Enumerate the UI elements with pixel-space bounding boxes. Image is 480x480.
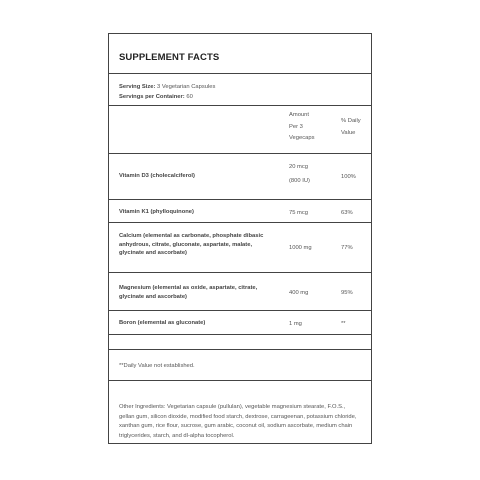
nutrient-row-magnesium [109,273,371,311]
other-ingredients-section [109,381,371,441]
nutrient-row-vitamin-d3 [109,154,371,200]
column-header-row [109,106,371,154]
nutrient-name-line1: Magnesium (elemental as oxide, aspartate, citrate, [119,285,258,291]
nutrient-amount: 75 mcg [289,210,309,216]
other-ingredients-text: Other Ingredients: Vegetarian capsule (pullulan), vegetable magnesium stearate, F.O.S., gellan gum, silicon dioxide, modified food starch, dextrose, carrageenan, potassium chloride, xanthan gum, rice flour, sucrose, gum arabic, coconut oil, sodium ascorbate, medium chain triglycerides, starch, and dl-alpha tocopherol. [119,404,357,439]
nutrient-name-line3: glycinate and ascorbate) [119,250,187,256]
nutrient-name: Vitamin K1 (phylloquinone) [119,209,194,215]
serving-size [119,82,371,92]
amount-header-line2: Per 3 [289,123,303,130]
nutrient-amount-alt: (800 IU) [289,178,310,184]
panel-title: SUPPLEMENT FACTS [119,52,220,63]
nutrient-daily-value: 100% [341,174,356,180]
supplement-facts-panel [108,33,372,444]
nutrient-amount-primary: 20 mcg [289,164,309,170]
nutrient-row-boron [109,311,371,335]
dv-header-line1: % Daily [341,118,361,124]
dv-header-line2: Value [341,129,356,136]
servings-per-container-label: Servings per Container: [119,94,185,100]
servings-per-container [119,92,371,102]
nutrient-row-calcium [109,223,371,273]
nutrient-name: Boron (elemental as gluconate) [119,320,206,326]
serving-size-value: 3 Vegetarian Capsules [157,84,216,90]
nutrient-amount [289,160,310,188]
nutrient-name-line1: Calcium (elemental as carbonate, phosphate dibasic [119,233,264,239]
serving-size-label: Serving Size: [119,84,156,90]
nutrient-name: Vitamin D3 (cholecalciferol) [119,173,195,179]
footnote-text: **Daily Value not established. [119,363,195,369]
nutrient-daily-value: ** [341,321,346,327]
nutrient-amount: 1 mg [289,321,302,327]
title-section [109,34,371,74]
nutrient-name [119,232,279,258]
daily-value-column-header [341,116,361,139]
nutrient-row-vitamin-k1 [109,200,371,223]
amount-column-header [289,110,314,145]
footnote-section [109,350,371,381]
servings-per-container-value: 60 [186,94,193,100]
nutrient-name-line2: anhydrous, citrate, gluconate, aspartate, malate, [119,241,253,248]
nutrient-amount: 400 mg [289,290,309,296]
amount-header-line3: Vegecaps [289,135,315,141]
nutrient-daily-value: 95% [341,290,353,296]
nutrient-daily-value: 63% [341,210,353,216]
amount-header-line1: Amount [289,112,309,118]
serving-section [109,74,371,106]
nutrient-name [119,284,279,301]
nutrient-amount: 1000 mg [289,245,312,251]
nutrient-name-line2: glycinate and ascorbate) [119,293,187,300]
nutrient-daily-value: 77% [341,245,353,251]
spacer-section [109,335,371,350]
